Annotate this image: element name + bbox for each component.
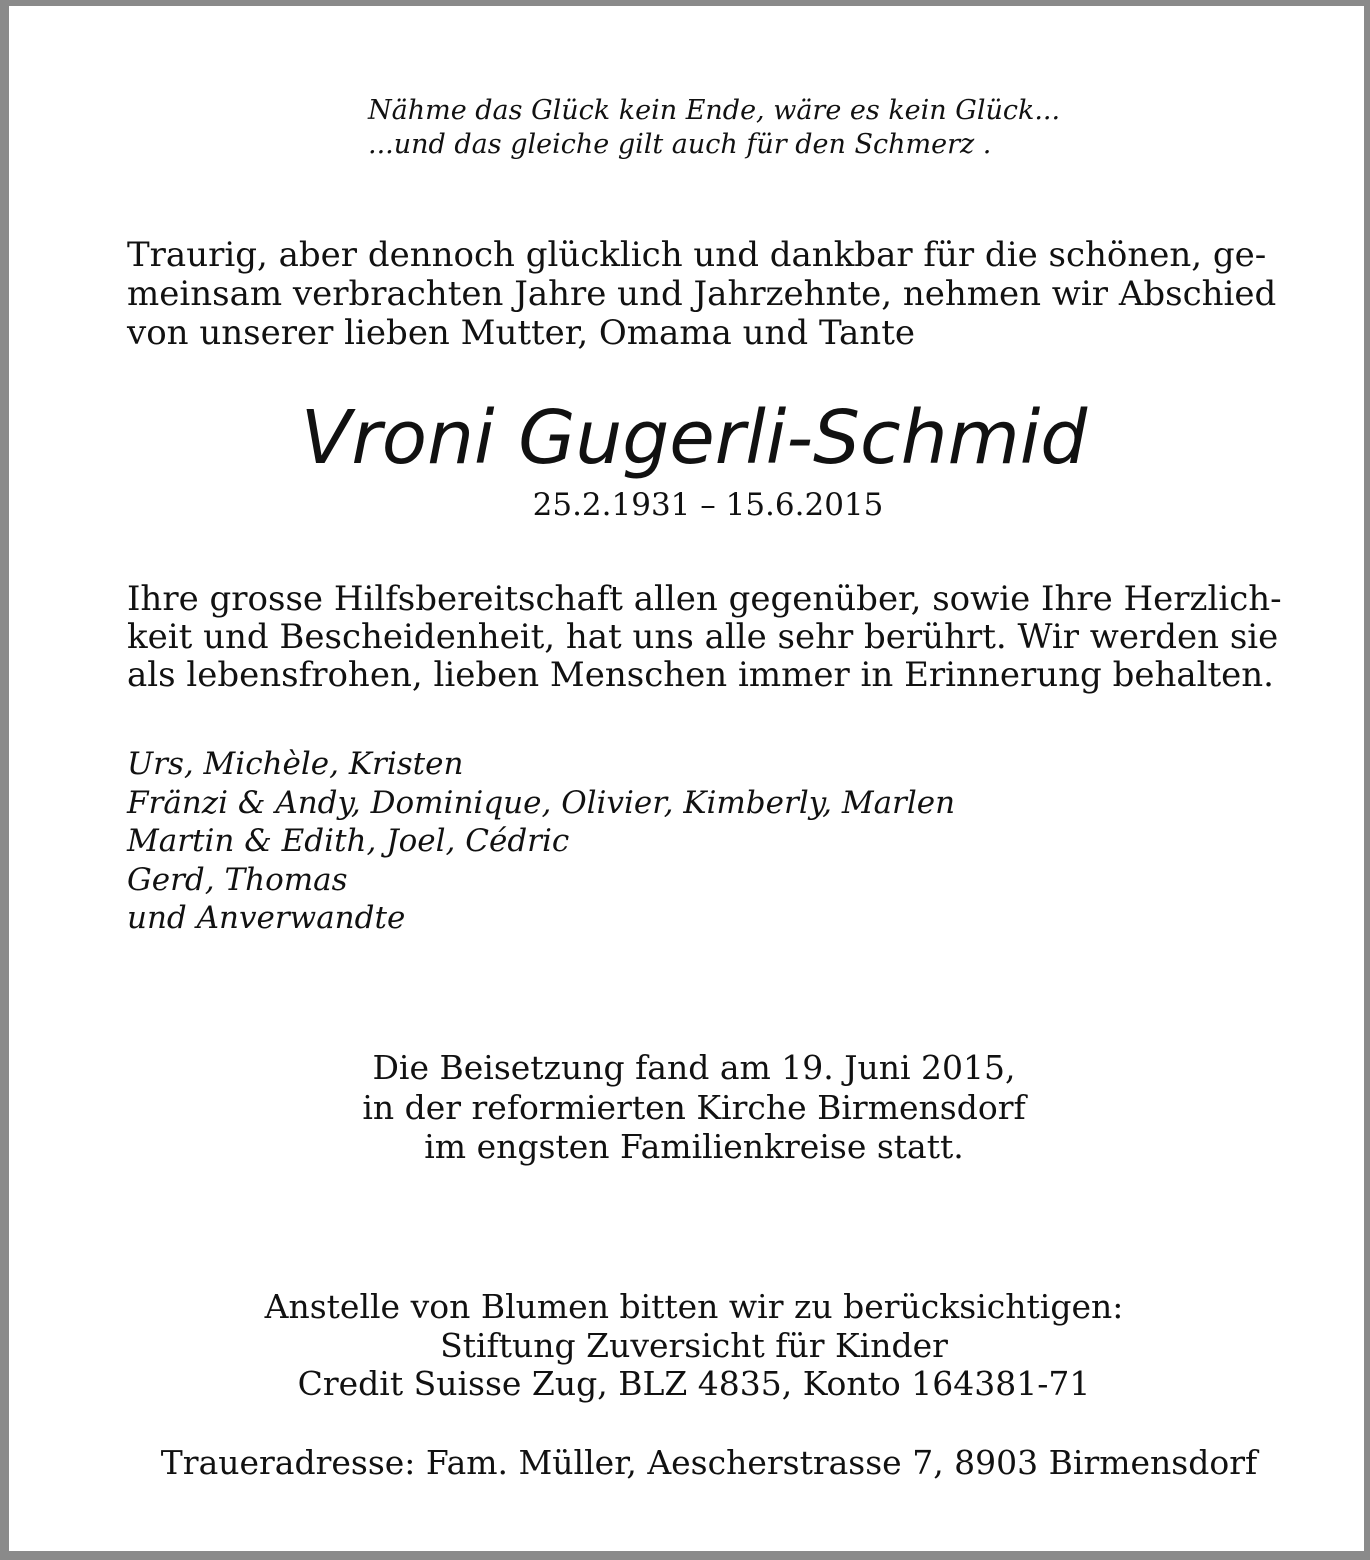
mourning-address: Traueradresse: Fam. Müller, Aescherstrasse 7, 8903 Birmensdorf — [160, 1443, 1258, 1482]
motto-line: Nähme das Glück kein Ende, wäre es kein Glück... — [368, 95, 1061, 126]
mourners-line: Fränzi & Andy, Dominique, Olivier, Kimberly, Marlen — [127, 784, 956, 821]
donation-line: Stiftung Zuversicht für Kinder — [440, 1325, 948, 1365]
mourners-line: und Anverwandte — [127, 900, 406, 936]
tribute-line: keit und Bescheidenheit, hat uns alle sehr berührt. Wir werden sie — [127, 617, 1279, 657]
burial-line: Die Beisetzung fand am 19. Juni 2015, — [372, 1048, 1016, 1087]
mourners-line: Gerd, Thomas — [127, 861, 348, 898]
donation-line: Anstelle von Blumen bitten wir zu berücksichtigen: — [264, 1287, 1124, 1326]
tribute-line: als lebensfrohen, lieben Menschen immer in Erinnerung behalten. — [127, 655, 1274, 695]
tribute-line: Ihre grosse Hilfsbereitschaft allen gegenüber, sowie Ihre Herzlich- — [127, 579, 1282, 619]
donation-notice — [9, 1288, 1370, 1404]
mourners-line: Martin & Edith, Joel, Cédric — [127, 823, 570, 859]
burial-line: in der reformierten Kirche Birmensdorf — [362, 1087, 1026, 1127]
intro-paragraph — [127, 235, 1277, 353]
burial-notice — [9, 1048, 1370, 1167]
mourners-line: Urs, Michèle, Kristen — [127, 746, 464, 782]
tribute-paragraph — [127, 579, 1282, 695]
deceased-name: Vroni Gugerli-Schmid — [300, 395, 1088, 481]
intro-line: meinsam verbrachten Jahre und Jahrzehnte, nehmen wir Abschied — [127, 274, 1277, 314]
motto-quote — [368, 94, 1060, 162]
intro-line: Traurig, aber dennoch glücklich und dankbar für die schönen, ge- — [127, 235, 1267, 275]
motto-line: ...und das gleiche gilt auch für den Schmerz . — [368, 129, 992, 160]
burial-line: im engsten Familienkreise statt. — [424, 1127, 964, 1166]
donation-line: Credit Suisse Zug, BLZ 4835, Konto 164381-71 — [297, 1364, 1091, 1403]
life-dates: 25.2.1931 – 15.6.2015 — [532, 487, 884, 523]
intro-line: von unserer lieben Mutter, Omama und Tante — [127, 313, 915, 353]
mourners-list — [127, 745, 955, 938]
